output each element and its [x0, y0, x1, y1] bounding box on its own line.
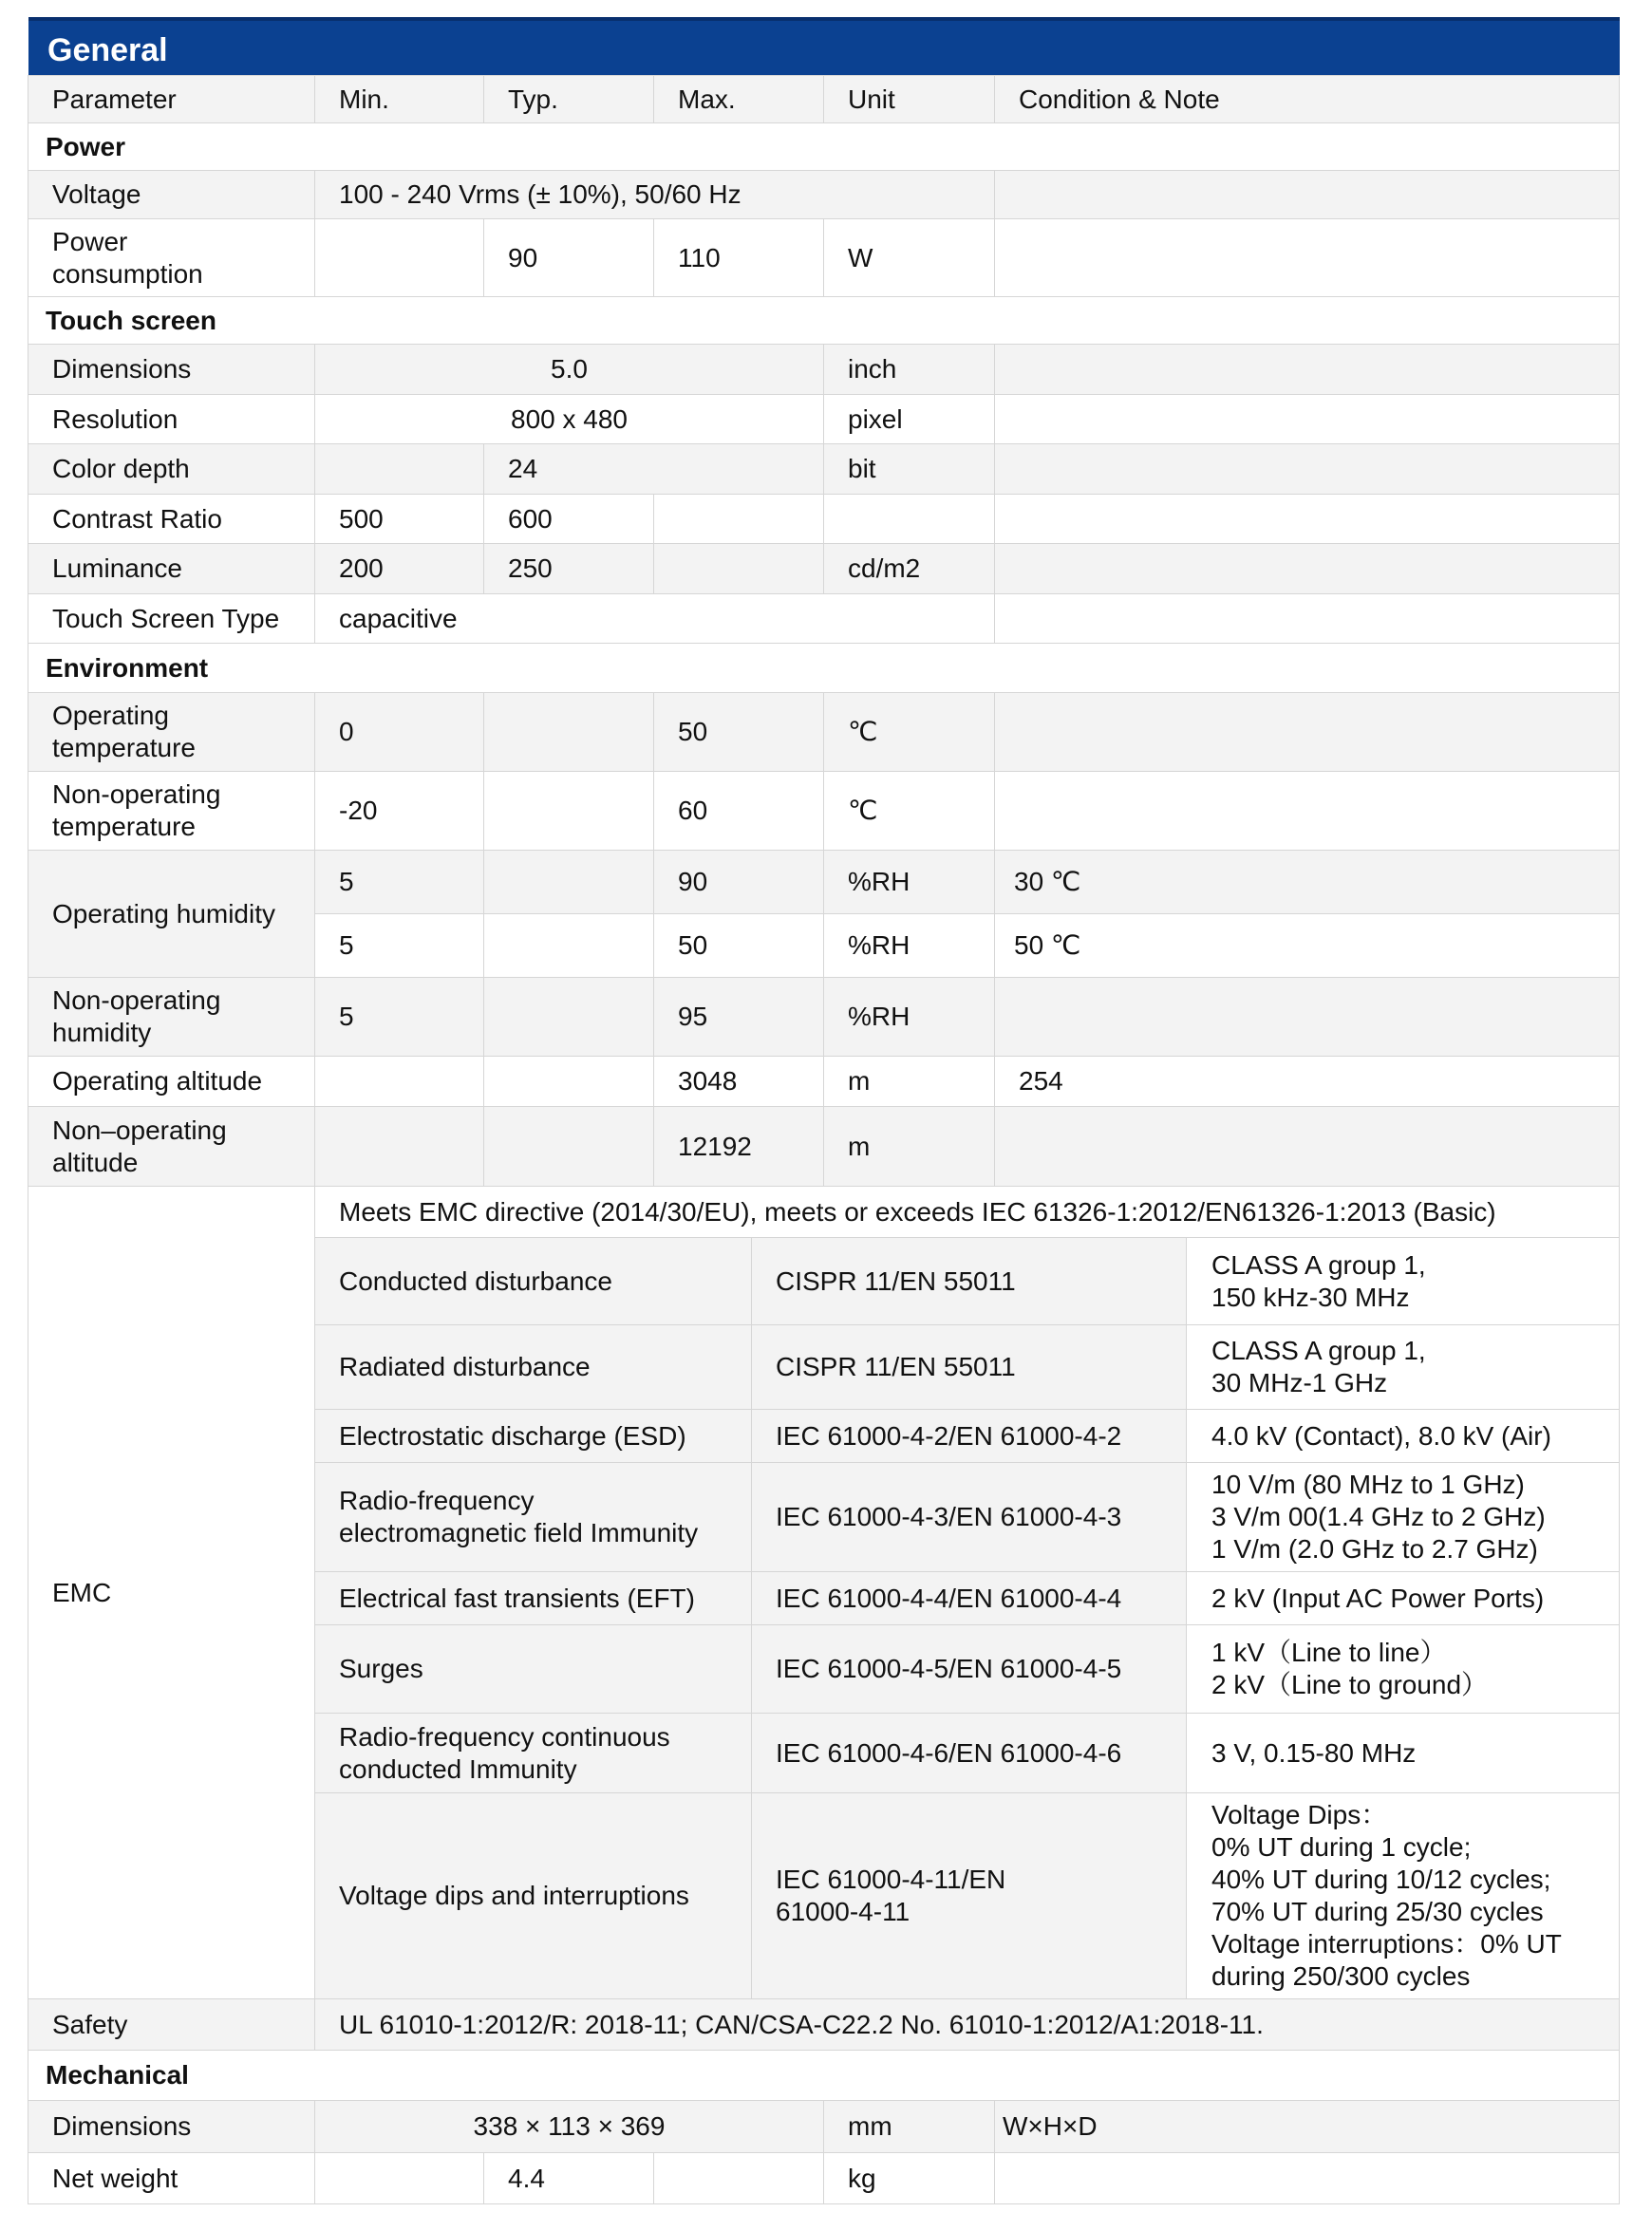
op-humidity-min: 5 [314, 913, 484, 978]
op-humidity-note: 30 ℃ [994, 850, 1620, 914]
row-mech-dimensions-cell-1: 338 × 113 × 369 [314, 2100, 824, 2153]
emc-level: 3 V, 0.15-80 MHz [1186, 1713, 1620, 1793]
emc-level: CLASS A group 1, 30 MHz-1 GHz [1186, 1324, 1620, 1410]
row-resolution-cell-1: 800 x 480 [314, 394, 824, 444]
emc-label: EMC [28, 1186, 315, 1999]
op-humidity-max: 50 [653, 913, 824, 978]
header-row-cell-2: Typ. [483, 75, 654, 123]
row-contrast-cell-0: Contrast Ratio [28, 494, 315, 544]
row-voltage-cell-2 [994, 170, 1620, 219]
section-power: Power [28, 122, 1620, 171]
op-humidity-typ [483, 913, 654, 978]
row-net-weight-cell-5 [994, 2152, 1620, 2204]
emc-test-name: Radio-frequency electromagnetic field Immunity [314, 1462, 752, 1572]
row-contrast-cell-2: 600 [483, 494, 654, 544]
page-title: General [47, 32, 168, 68]
row-contrast-cell-1: 500 [314, 494, 484, 544]
row-luminance-cell-4: cd/m2 [823, 543, 995, 594]
header-row-cell-1: Min. [314, 75, 484, 123]
row-contrast-cell-5 [994, 494, 1620, 544]
emc-standard: CISPR 11/EN 55011 [751, 1324, 1187, 1410]
row-color-depth-cell-4 [994, 443, 1620, 495]
row-mech-dimensions-cell-2: mm [823, 2100, 995, 2153]
header-row-cell-3: Max. [653, 75, 824, 123]
emc-level: Voltage Dips： 0% UT during 1 cycle; 40% UT during 10/12 cycles; 70% UT during 25/30 cycles Voltage interruptions：0% UT during 250/300 cycles [1186, 1792, 1620, 1999]
row-voltage-cell-1: 100 - 240 Vrms (± 10%), 50/60 Hz [314, 170, 995, 219]
row-nonop-temp-cell-1: -20 [314, 771, 484, 851]
emc-level: 2 kV (Input AC Power Ports) [1186, 1571, 1620, 1625]
row-nonop-temp-cell-4: ℃ [823, 771, 995, 851]
row-net-weight-cell-2: 4.4 [483, 2152, 654, 2204]
row-touch-type-cell-1: capacitive [314, 593, 995, 644]
emc-level: 10 V/m (80 MHz to 1 GHz) 3 V/m 00(1.4 GHz to 2 GHz) 1 V/m (2.0 GHz to 2.7 GHz) [1186, 1462, 1620, 1572]
row-net-weight-cell-4: kg [823, 2152, 995, 2204]
row-nonop-temp-cell-0: Non-operating temperature [28, 771, 315, 851]
row-nonop-humidity-cell-2 [483, 977, 654, 1057]
section-title-bar [28, 17, 1620, 80]
emc-test-name: Electrostatic discharge (ESD) [314, 1409, 752, 1463]
emc-standard: IEC 61000-4-5/EN 61000-4-5 [751, 1624, 1187, 1714]
row-luminance-cell-2: 250 [483, 543, 654, 594]
row-mech-dimensions-cell-0: Dimensions [28, 2100, 315, 2153]
row-nonop-temp-cell-5 [994, 771, 1620, 851]
row-power-consumption-cell-2: 90 [483, 218, 654, 297]
row-net-weight-cell-3 [653, 2152, 824, 2204]
row-safety-cell-0: Safety [28, 1998, 315, 2051]
row-touch-dimensions-cell-1: 5.0 [314, 344, 824, 395]
row-nonop-altitude-cell-3: 12192 [653, 1106, 824, 1187]
row-nonop-humidity-cell-4: %RH [823, 977, 995, 1057]
row-touch-type-cell-0: Touch Screen Type [28, 593, 315, 644]
row-contrast-cell-4 [823, 494, 995, 544]
row-color-depth-cell-2: 24 [483, 443, 824, 495]
row-nonop-altitude-cell-2 [483, 1106, 654, 1187]
row-power-consumption-cell-4: W [823, 218, 995, 297]
emc-standard: IEC 61000-4-3/EN 61000-4-3 [751, 1462, 1187, 1572]
row-mech-dimensions-cell-3: W×H×D [994, 2100, 1620, 2153]
row-luminance-cell-1: 200 [314, 543, 484, 594]
row-op-temp-cell-0: Operating temperature [28, 692, 315, 772]
emc-test-name: Electrical fast transients (EFT) [314, 1571, 752, 1625]
emc-level: 1 kV（Line to line） 2 kV（Line to ground） [1186, 1624, 1620, 1714]
emc-standard: IEC 61000-4-6/EN 61000-4-6 [751, 1713, 1187, 1793]
emc-test-name: Surges [314, 1624, 752, 1714]
row-nonop-temp-cell-2 [483, 771, 654, 851]
row-color-depth-cell-3: bit [823, 443, 995, 495]
row-nonop-humidity-cell-0: Non-operating humidity [28, 977, 315, 1057]
row-net-weight-cell-1 [314, 2152, 484, 2204]
header-row-cell-5: Condition & Note [994, 75, 1620, 123]
row-nonop-temp-cell-3: 60 [653, 771, 824, 851]
section-touch-screen: Touch screen [28, 296, 1620, 345]
row-resolution-cell-0: Resolution [28, 394, 315, 444]
emc-standard: IEC 61000-4-11/EN 61000-4-11 [751, 1792, 1187, 1999]
row-color-depth-cell-0: Color depth [28, 443, 315, 495]
row-op-altitude-cell-2 [483, 1056, 654, 1107]
emc-level: 4.0 kV (Contact), 8.0 kV (Air) [1186, 1409, 1620, 1463]
row-op-altitude-cell-4: m [823, 1056, 995, 1107]
row-op-altitude-cell-3: 3048 [653, 1056, 824, 1107]
row-net-weight-cell-0: Net weight [28, 2152, 315, 2204]
row-touch-type-cell-2 [994, 593, 1620, 644]
row-power-consumption-cell-1 [314, 218, 484, 297]
emc-test-name: Voltage dips and interruptions [314, 1792, 752, 1999]
row-nonop-altitude-cell-1 [314, 1106, 484, 1187]
row-power-consumption-cell-0: Power consumption [28, 218, 315, 297]
row-op-temp-cell-3: 50 [653, 692, 824, 772]
row-contrast-cell-3 [653, 494, 824, 544]
row-nonop-humidity-cell-5 [994, 977, 1620, 1057]
header-row-cell-4: Unit [823, 75, 995, 123]
row-luminance-cell-5 [994, 543, 1620, 594]
section-environment: Environment [28, 643, 1620, 693]
emc-directive: Meets EMC directive (2014/30/EU), meets or exceeds IEC 61326-1:2012/EN61326-1:2013 (Basic) [314, 1186, 1620, 1238]
row-op-temp-cell-5 [994, 692, 1620, 772]
row-op-temp-cell-4: ℃ [823, 692, 995, 772]
row-nonop-humidity-cell-3: 95 [653, 977, 824, 1057]
row-nonop-altitude-cell-5 [994, 1106, 1620, 1187]
row-touch-dimensions-cell-0: Dimensions [28, 344, 315, 395]
op-humidity-typ [483, 850, 654, 914]
op-humidity-note: 50 ℃ [994, 913, 1620, 978]
row-luminance-cell-3 [653, 543, 824, 594]
row-nonop-humidity-cell-1: 5 [314, 977, 484, 1057]
header-row-cell-0: Parameter [28, 75, 315, 123]
row-power-consumption-cell-5 [994, 218, 1620, 297]
row-voltage-cell-0: Voltage [28, 170, 315, 219]
emc-level: CLASS A group 1, 150 kHz-30 MHz [1186, 1237, 1620, 1325]
emc-standard: CISPR 11/EN 55011 [751, 1237, 1187, 1325]
op-humidity-unit: %RH [823, 850, 995, 914]
emc-standard: IEC 61000-4-2/EN 61000-4-2 [751, 1409, 1187, 1463]
emc-standard: IEC 61000-4-4/EN 61000-4-4 [751, 1571, 1187, 1625]
emc-test-name: Radio-frequency continuous conducted Immunity [314, 1713, 752, 1793]
op-humidity-max: 90 [653, 850, 824, 914]
row-op-altitude-cell-0: Operating altitude [28, 1056, 315, 1107]
row-touch-dimensions-cell-2: inch [823, 344, 995, 395]
op-humidity-min: 5 [314, 850, 484, 914]
row-op-temp-cell-2 [483, 692, 654, 772]
row-op-altitude-cell-5: 254 [994, 1056, 1620, 1107]
emc-test-name: Conducted disturbance [314, 1237, 752, 1325]
row-resolution-cell-3 [994, 394, 1620, 444]
row-color-depth-cell-1 [314, 443, 484, 495]
row-resolution-cell-2: pixel [823, 394, 995, 444]
row-nonop-altitude-cell-0: Non–operating altitude [28, 1106, 315, 1187]
row-safety-cell-1: UL 61010-1:2012/R: 2018-11; CAN/CSA-C22.2 No. 61010-1:2012/A1:2018-11. [314, 1998, 1620, 2051]
emc-test-name: Radiated disturbance [314, 1324, 752, 1410]
row-nonop-altitude-cell-4: m [823, 1106, 995, 1187]
row-luminance-cell-0: Luminance [28, 543, 315, 594]
row-touch-dimensions-cell-3 [994, 344, 1620, 395]
row-op-altitude-cell-1 [314, 1056, 484, 1107]
row-power-consumption-cell-3: 110 [653, 218, 824, 297]
section-mechanical: Mechanical [28, 2050, 1620, 2101]
op-humidity-label: Operating humidity [28, 850, 315, 978]
row-op-temp-cell-1: 0 [314, 692, 484, 772]
op-humidity-unit: %RH [823, 913, 995, 978]
